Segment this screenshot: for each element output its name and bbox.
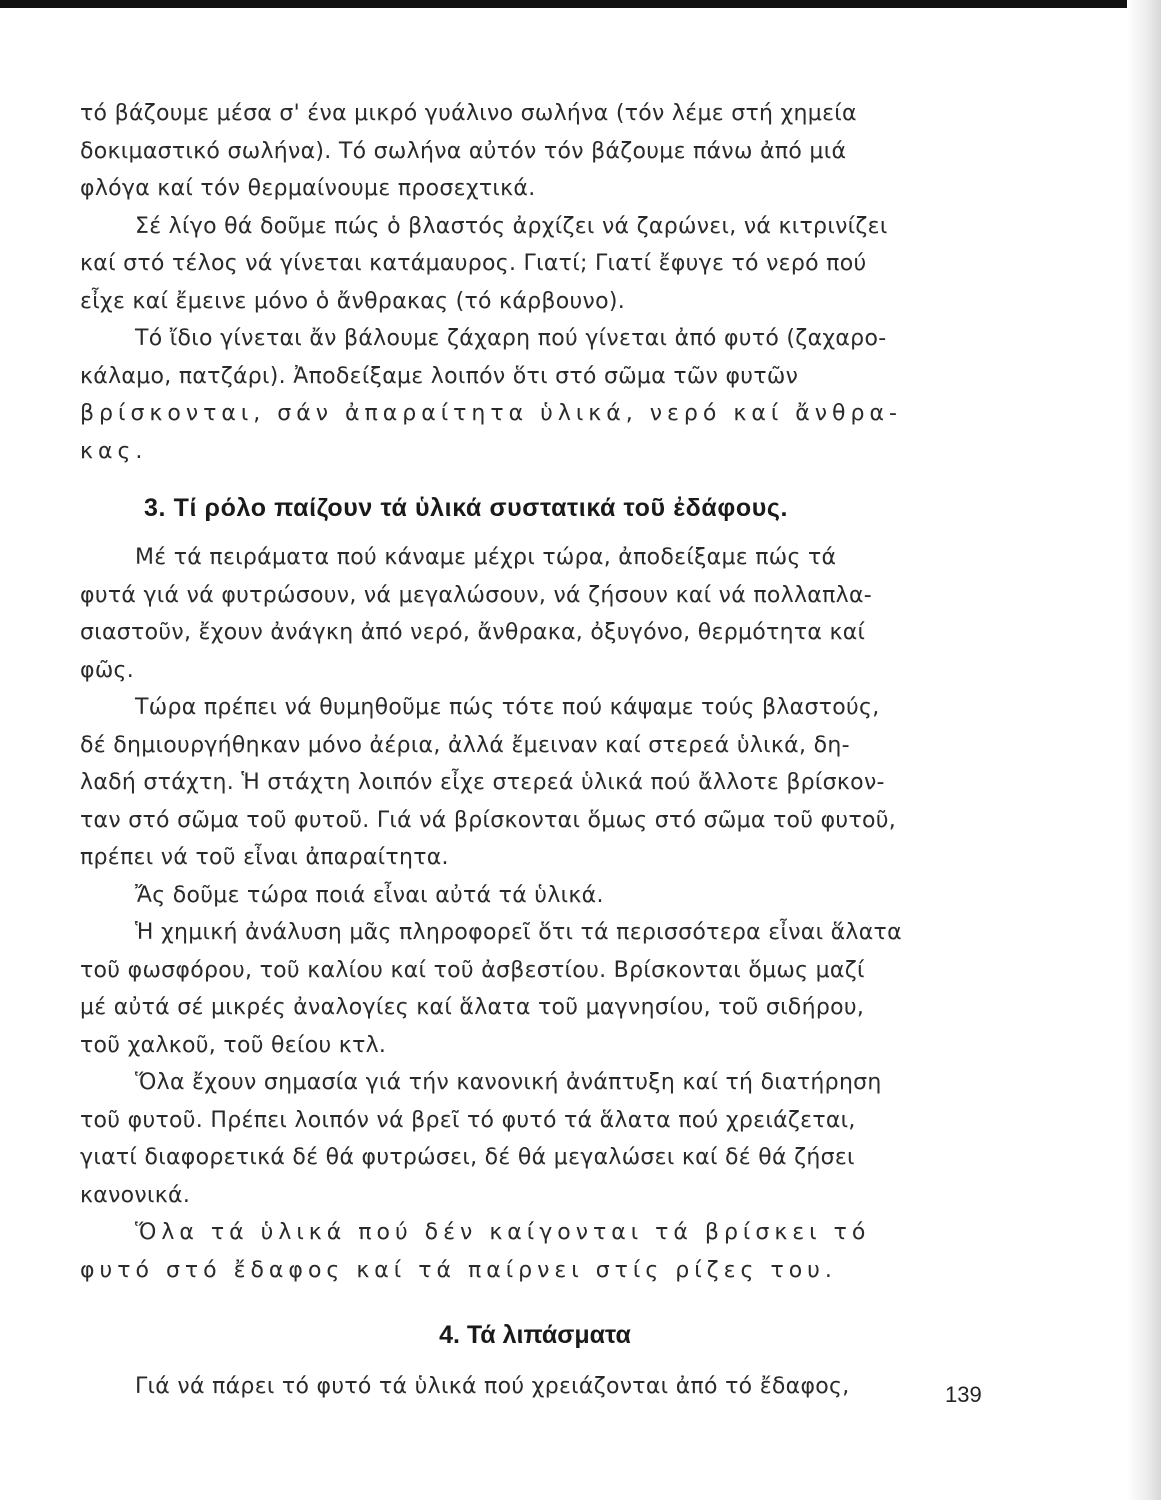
text-line: Τώρα πρέπει νά θυμηθοῦμε πώς τότε πού κάψαμε τούς βλαστούς, (135, 695, 880, 720)
text-line: φυτό στό ἔδαφος καί τά παίρνει στίς ρίζες του. (80, 1257, 837, 1283)
text-line: καί στό τέλος νά γίνεται κατάμαυρος. Γιατί; Γιατί ἔφυγε τό νερό πού (80, 251, 867, 276)
text-line: δοκιμαστικό σωλήνα). Τό σωλήνα αὐτόν τόν βάζουμε πάνω ἀπό μιά (80, 138, 847, 164)
text-line: κάλαμο, πατζάρι). Ἀποδείξαμε λοιπόν ὅτι στό σῶμα τῶν φυτῶν (80, 363, 799, 389)
text-line: τό βάζουμε μέσα σ' ένα μικρό γυάλινο σωλήνα (τόν λέμε στή χημεία (80, 101, 857, 126)
page-right-edge-shadow (1127, 0, 1161, 1500)
text-line: πρέπει νά τοῦ εἶναι ἀπαραίτητα. (80, 845, 449, 870)
text-line: Ἄς δοῦμε τώρα ποιά εἶναι αὐτά τά ὑλικά. (135, 882, 604, 908)
section-3-paragraph-4 (80, 914, 990, 1064)
section-3-paragraph-6 (80, 1214, 990, 1289)
text-line: βρίσκονται, σάν ἀπαραίτητα ὑλικά, νερό καί ἄνθρα- (80, 401, 902, 426)
intro-paragraph (80, 95, 990, 470)
text-line: Μέ τά πειράματα πού κάναμε μέχρι τώρα, ἀποδείξαμε πώς τά (135, 545, 837, 570)
text-line: φῶς. (80, 657, 135, 683)
text-line: σιαστοῦν, ἔχουν ἀνάγκη ἀπό νερό, ἄνθρακα, ὀξυγόνο, θερμότητα καί (80, 620, 866, 645)
text-line: τοῦ φωσφόρου, τοῦ καλίου καί τοῦ ἀσβεστίου. Βρίσκονται ὅμως μαζί (80, 957, 865, 983)
section-3-paragraph-5 (80, 1064, 990, 1214)
text-line: Ὅλα τά ὑλικά πού δέν καίγονται τά βρίσκει τό (135, 1220, 871, 1245)
section-3-paragraph-3 (80, 877, 990, 915)
text-line: τοῦ χαλκοῦ, τοῦ θείου κτλ. (80, 1032, 387, 1058)
text-line: Ἡ χημική ἀνάλυση μᾶς πληροφορεῖ ὅτι τά περισσότερα εἶναι ἅλατα (135, 920, 902, 945)
text-line: γιατί διαφορετικά δέ θά φυτρώσει, δέ θά μεγαλώσει καί δέ θά ζήσει (80, 1145, 855, 1170)
text-line: Ὅλα ἔχουν σημασία γιά τήν κανονική ἀνάπτυξη καί τή διατήρηση (135, 1070, 882, 1095)
text-line: λαδή στάχτη. Ἡ στάχτη λοιπόν εἶχε στερεά ὑλικά πού ἄλλοτε βρίσκον- (80, 770, 885, 795)
section-3-paragraph-2 (80, 689, 990, 877)
section-3-heading: 3. Τί ρόλο παίζουν τά ὑλικά συστατικά τοῦ ἐδάφους. (144, 494, 789, 522)
text-line: Τό ἴδιο γίνεται ἄν βάλουμε ζάχαρη πού γίνεται ἀπό φυτό (ζαχαρο- (135, 326, 887, 351)
page-number: 139 (945, 1382, 982, 1407)
text-line: δέ δημιουργήθηκαν μόνο ἀέρια, ἀλλά ἔμειναν καί στερεά ὑλικά, δη- (80, 732, 850, 758)
book-page (80, 95, 990, 1406)
text-line: φυτά γιά νά φυτρώσουν, νά μεγαλώσουν, νά ζήσουν καί νά πολλαπλα- (80, 582, 873, 608)
section-4-heading: 4. Τά λιπάσματα (439, 1321, 631, 1349)
text-line: Γιά νά πάρει τό φυτό τά ὑλικά πού χρειάζονται ἀπό τό ἔδαφος, (135, 1374, 850, 1399)
text-line: μέ αὐτά σέ μικρές ἀναλογίες καί ἅλατα τοῦ μαγνησίου, τοῦ σιδήρου, (80, 995, 865, 1020)
text-line: φλόγα καί τόν θερμαίνουμε προσεχτικά. (80, 176, 536, 201)
section-4-paragraph-1 (80, 1368, 990, 1406)
text-line: κανονικά. (80, 1182, 191, 1208)
text-line: εἶχε καί ἔμεινε μόνο ὁ ἄνθρακας (τό κάρβουνο). (80, 288, 626, 314)
section-3-paragraph-1 (80, 539, 990, 689)
text-line: τοῦ φυτοῦ. Πρέπει λοιπόν νά βρεῖ τό φυτό τά ἅλατα πού χρειάζεται, (80, 1107, 856, 1133)
text-line: κας. (80, 438, 148, 464)
text-line: Σέ λίγο θά δοῦμε πώς ὁ βλαστός ἀρχίζει νά ζαρώνει, νά κιτρινίζει (135, 213, 888, 239)
text-line: ταν στό σῶμα τοῦ φυτοῦ. Γιά νά βρίσκονται ὅμως στό σῶμα τοῦ φυτοῦ, (80, 807, 897, 833)
page-top-edge (0, 0, 1161, 8)
